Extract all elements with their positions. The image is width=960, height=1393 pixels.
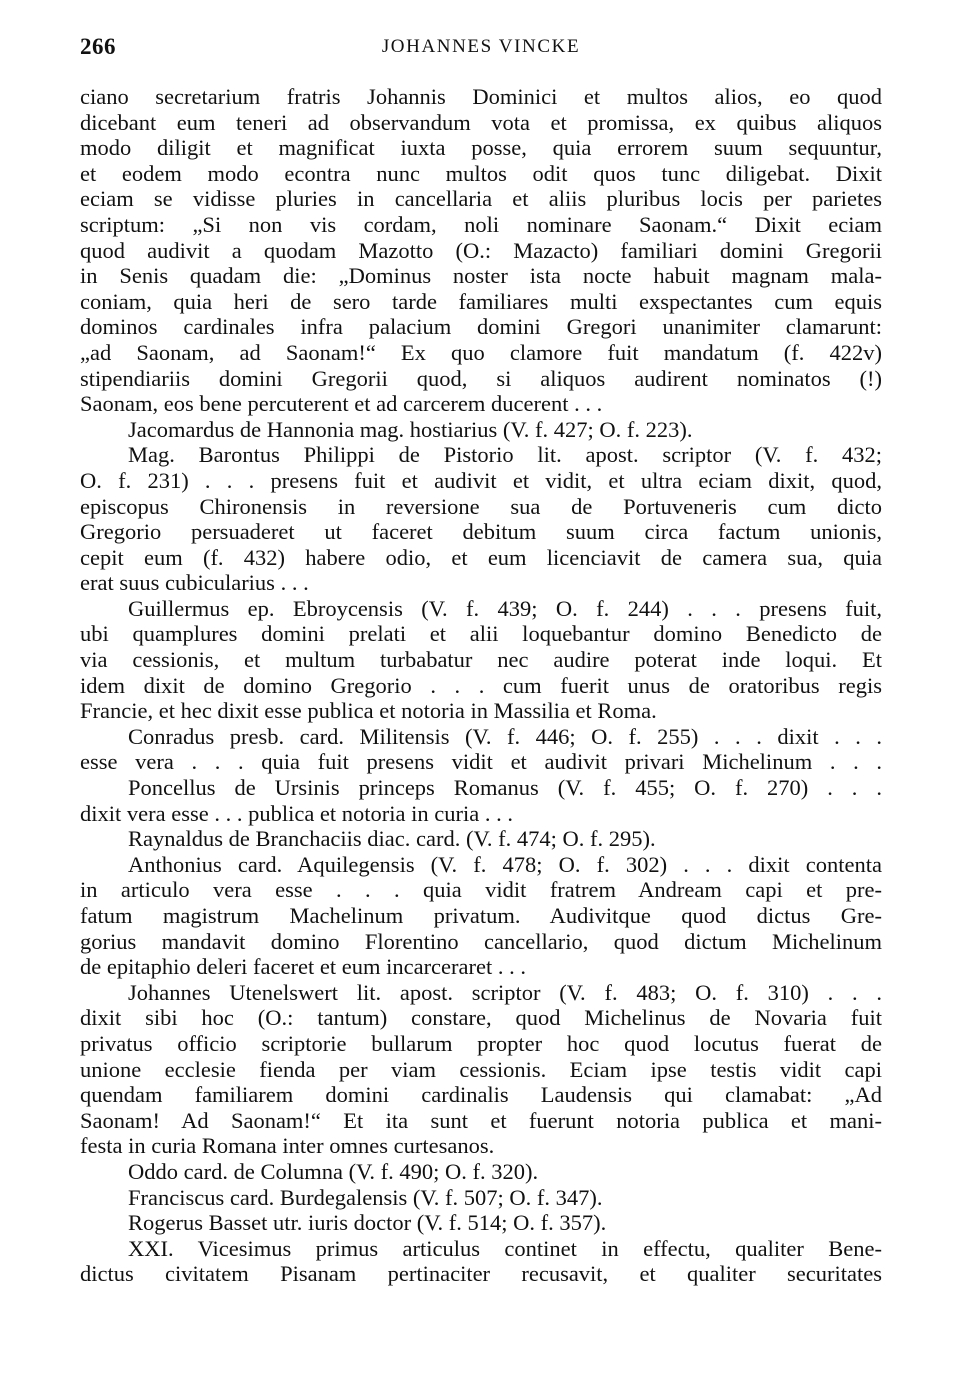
text-line: in articulo vera esse . . . quia vidit fratrem Andream capi et pre- — [80, 877, 882, 903]
text-line: Franciscus card. Burdegalensis (V. f. 507; O. f. 347). — [128, 1184, 603, 1210]
text-line: eciam se vidisse pluries in cancellaria et aliis pluribus locis per parietes — [80, 186, 882, 212]
paragraph-rogerus — [80, 1210, 882, 1236]
page-number: 266 — [80, 34, 116, 59]
text-line: „ad Saonam, ad Saonam!“ Ex quo clamore fuit mandatum (f. 422v) — [80, 339, 882, 365]
text-line: scriptum: „Si non vis cordam, noli nominare Saonam.“ Dixit eciam — [80, 211, 882, 237]
paragraph-article-xxi — [80, 1236, 882, 1287]
text-line: idem dixit de domino Gregorio . . . cum fuerit unus de oratoribus regis — [80, 672, 882, 698]
paragraph-oddo — [80, 1159, 882, 1185]
text-line: Saonam, eos bene percuterent et ad carcerem ducerent . . . — [80, 391, 603, 417]
paragraph-raynaldus — [80, 826, 882, 852]
text-line: de epitaphio deleri faceret et eum incarceraret . . . — [80, 954, 526, 980]
paragraph-barontus — [80, 442, 882, 596]
text-line: coniam, quia heri de sero tarde familiares multi exspectantes cum equis — [80, 288, 882, 314]
text-line: Rogerus Basset utr. iuris doctor (V. f. 514; O. f. 357). — [128, 1210, 607, 1236]
paragraph-testimony-continued — [80, 84, 882, 417]
text-line: fatum magistrum Machelinum privatum. Audivitque quod dictus Gre- — [80, 903, 882, 928]
text-line: via cessionis, et multum turbabatur nec audire poterat inde loqui. Et — [80, 647, 882, 673]
text-line: dictus civitatem Pisanam pertinaciter recusavit, et qualiter securitates — [80, 1261, 882, 1287]
text-line: esse vera . . . quia fuit presens vidit et audivit privari Michelinum . . . — [80, 749, 882, 775]
text-line: Raynaldus de Branchaciis diac. card. (V. f. 474; O. f. 295). — [128, 826, 656, 852]
text-line: Francie, et hec dixit esse publica et notoria in Massilia et Roma. — [80, 698, 657, 724]
text-line: Gregorio persuaderet ut faceret debitum suum circa factum unionis, — [80, 519, 882, 545]
paragraph-poncellus — [80, 775, 882, 826]
text-line: Anthonius card. Aquilegensis (V. f. 478; O. f. 302) . . . dixit contenta — [128, 851, 882, 877]
page-header — [80, 34, 882, 66]
text-line: stipendiariis domini Gregorii quod, si aliquos audirent nominatos (!) — [80, 365, 882, 391]
text-line: Jacomardus de Hannonia mag. hostiarius (V. f. 427; O. f. 223). — [128, 416, 693, 442]
text-line: ubi quamplures domini prelati et alii loquebantur domino Benedicto de — [80, 621, 882, 647]
text-line: in Senis quadam die: „Dominus noster ista nocte habuit magnam mala- — [80, 263, 882, 289]
text-line: ciano secretarium fratris Johannis Dominici et multos alios, eo quod — [80, 84, 882, 109]
text-line: dicebant eum teneri ad observandum vota et promissa, ex quibus aliquos — [80, 109, 882, 135]
text-line: Conradus presb. card. Militensis (V. f. 446; O. f. 255) . . . dixit . . . — [128, 723, 882, 749]
paragraph-franciscus — [80, 1185, 882, 1211]
text-line: Johannes Utenelswert lit. apost. scriptor (V. f. 483; O. f. 310) . . . — [128, 979, 882, 1005]
text-line: privatus officio scriptorie bullarum propter hoc quod locutus fuerat de — [80, 1030, 882, 1056]
text-line: episcopus Chironensis in reversione sua de Portuveneris cum dicto — [80, 493, 882, 519]
text-line: O. f. 231) . . . presens fuit et audivit et vidit, et ultra eciam dixit, quod, — [80, 467, 882, 493]
text-line: Saonam! Ad Saonam!“ Et ita sunt et fuerunt notoria publica et mani- — [80, 1107, 882, 1133]
text-line: festa in curia Romana inter omnes curtesanos. — [80, 1133, 495, 1159]
text-line: Oddo card. de Columna (V. f. 490; O. f. 320). — [128, 1158, 539, 1184]
running-title: JOHANNES VINCKE — [381, 36, 581, 57]
text-line: gorius mandavit domino Florentino cancellario, quod dictum Michelinum — [80, 928, 882, 954]
text-line: quendam familiarem domini cardinalis Laudensis qui clamabat: „Ad — [80, 1082, 882, 1108]
text-line: modo diligit et magnificat iuxta posse, quia errorem suum sequuntur, — [80, 135, 882, 161]
paragraph-conradus — [80, 724, 882, 775]
text-line: Poncellus de Ursinis princeps Romanus (V. f. 455; O. f. 270) . . . — [128, 775, 882, 801]
text-line: quod audivit a quodam Mazotto (O.: Mazacto) familiari domini Gregorii — [80, 237, 882, 263]
text-line: erat suus cubicularius . . . — [80, 570, 309, 596]
paragraph-anthonius — [80, 852, 882, 980]
paragraph-guillermus — [80, 596, 882, 724]
paragraph-jacomardus — [80, 417, 882, 443]
text-line: dixit sibi hoc (O.: tantum) constare, quod Michelinus de Novaria fuit — [80, 1005, 882, 1031]
text-line: dixit vera esse . . . publica et notoria in curia . . . — [80, 800, 513, 826]
text-line: et eodem modo econtra nunc multos odit quos tunc diligebat. Dixit — [80, 160, 882, 186]
text-line: cepit eum (f. 432) habere odio, et eum licenciavit de camera sua, quia — [80, 544, 882, 570]
text-line: unione ecclesie fienda per viam cessionis. Eciam ipse testis vidit capi — [80, 1056, 882, 1082]
paragraph-johannes-utenelswert — [80, 980, 882, 1159]
page-body — [80, 84, 882, 1287]
text-line: Mag. Barontus Philippi de Pistorio lit. apost. scriptor (V. f. 432; — [128, 442, 882, 468]
text-line: XXI. Vicesimus primus articulus continet in effectu, qualiter Bene- — [128, 1235, 882, 1261]
text-line: dominos cardinales infra palacium domini Gregori unanimiter clamarunt: — [80, 314, 882, 340]
text-line: Guillermus ep. Ebroycensis (V. f. 439; O. f. 244) . . . presens fuit, — [128, 595, 882, 621]
